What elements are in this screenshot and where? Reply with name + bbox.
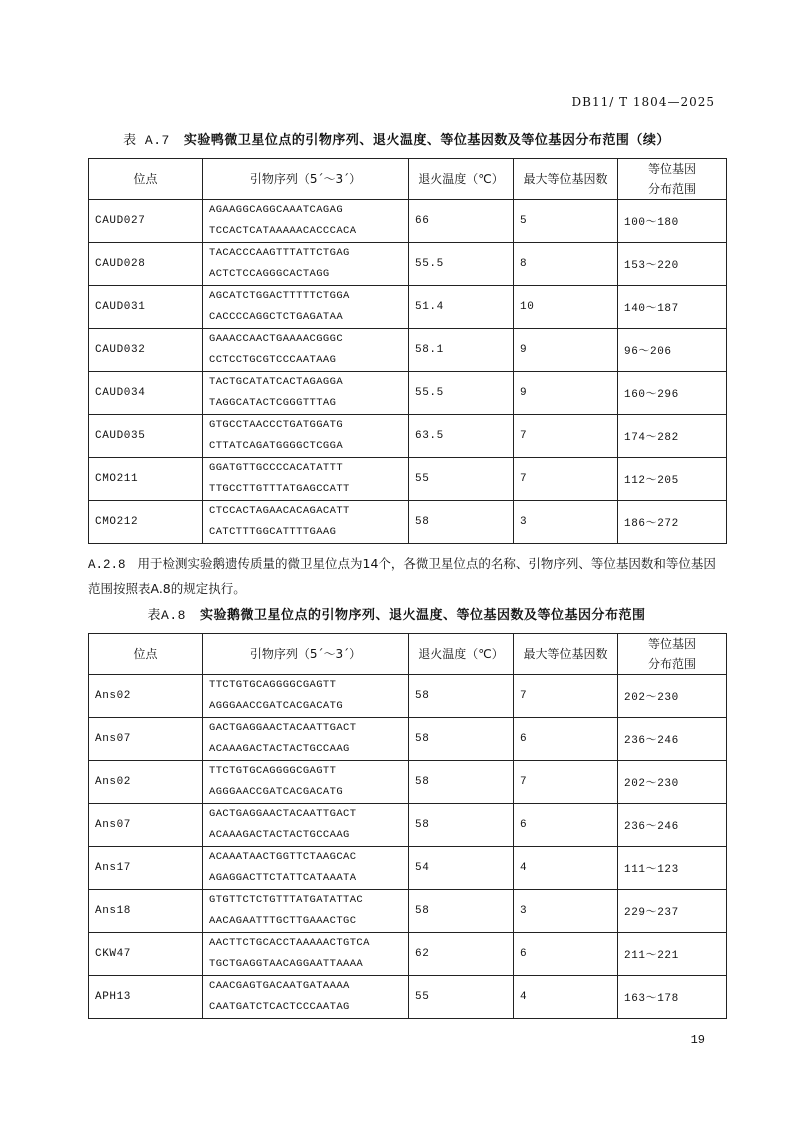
primer-cell [203,415,409,458]
table-row [89,243,727,286]
forward-primer: GAAACCAACTGAAAACGGGC [209,333,344,345]
clause-number: A.2.8 [88,558,126,572]
annealing-temp-cell: 58 [409,501,514,544]
forward-primer: GACTGAGGAACTACAATTGACT [209,722,357,734]
annealing-temp-cell: 51.4 [409,286,514,329]
table-row [89,890,727,933]
locus-cell: Ans02 [89,761,203,804]
header-alleles: 最大等位基因数 [514,634,618,675]
allele-range-cell: 174～282 [618,415,727,458]
reverse-primer: CTTATCAGATGGGGCTCGGA [209,440,344,452]
forward-primer: GTGCCTAACCCTGATGGATG [209,419,344,431]
header-primer: 引物序列（5´～3´） [203,634,409,675]
annealing-temp-cell: 54 [409,847,514,890]
max-alleles-cell: 8 [514,243,618,286]
annealing-temp-cell: 58 [409,890,514,933]
forward-primer: CTCCACTAGAACACAGACATT [209,505,350,517]
forward-primer: TTCTGTGCAGGGGCGAGTT [209,679,337,691]
header-temp: 退火温度（℃） [409,634,514,675]
annealing-temp-cell: 63.5 [409,415,514,458]
reverse-primer: AACAGAATTTGCTTGAAACTGC [209,915,357,927]
locus-cell: CAUD027 [89,200,203,243]
table-row [89,761,727,804]
table-a7-caption [0,129,793,148]
header-range-line1: 等位基因 [647,162,696,176]
reverse-primer: TAGGCATACTCGGGTTTAG [209,397,337,409]
table-a7-caption-number: 表 A.7 [123,133,170,148]
locus-cell: Ans17 [89,847,203,890]
primer-cell [203,286,409,329]
allele-range-cell: 163～178 [618,976,727,1019]
reverse-primer: ACAAAGACTACTACTGCCAAG [209,829,350,841]
max-alleles-cell: 6 [514,804,618,847]
reverse-primer: TCCACTCATAAAAACACCCACA [209,225,357,237]
table-row [89,200,727,243]
allele-range-cell: 202～230 [618,761,727,804]
allele-range-cell: 111～123 [618,847,727,890]
max-alleles-cell: 4 [514,847,618,890]
locus-cell: CAUD035 [89,415,203,458]
locus-cell: APH13 [89,976,203,1019]
annealing-temp-cell: 58 [409,761,514,804]
primer-cell [203,243,409,286]
max-alleles-cell: 3 [514,501,618,544]
locus-cell: CKW47 [89,933,203,976]
table-row [89,415,727,458]
reverse-primer: CACCCCAGGCTCTGAGATAA [209,311,344,323]
primer-cell [203,458,409,501]
max-alleles-cell: 9 [514,329,618,372]
table-row [89,458,727,501]
primer-cell [203,847,409,890]
annealing-temp-cell: 58 [409,718,514,761]
allele-range-cell: 236～246 [618,718,727,761]
table-row [89,718,727,761]
annealing-temp-cell: 55 [409,976,514,1019]
max-alleles-cell: 7 [514,458,618,501]
table-row [89,976,727,1019]
reverse-primer: TTGCCTTGTTTATGAGCCATT [209,483,350,495]
clause-a28 [88,552,728,600]
page-number: 19 [690,1033,705,1047]
forward-primer: ACAAATAACTGGTTCTAAGCAC [209,851,357,863]
forward-primer: AGAAGGCAGGCAAATCAGAG [209,204,344,216]
annealing-temp-cell: 58 [409,804,514,847]
forward-primer: GTGTTCTCTGTTTATGATATTAC [209,894,364,906]
document-code: DB11/ T 1804—2025 [571,95,715,109]
max-alleles-cell: 9 [514,372,618,415]
annealing-temp-cell: 55.5 [409,243,514,286]
table-a7-body [89,200,727,544]
table-a8-caption [0,604,793,623]
header-temp: 退火温度（℃） [409,159,514,200]
annealing-temp-cell: 62 [409,933,514,976]
primer-cell [203,976,409,1019]
primer-cell [203,804,409,847]
forward-primer: AACTTCTGCACCTAAAAACTGTCA [209,937,370,949]
primer-cell [203,372,409,415]
annealing-temp-cell: 58.1 [409,329,514,372]
annealing-temp-cell: 55 [409,458,514,501]
table-row [89,804,727,847]
forward-primer: TACTGCATATCACTAGAGGA [209,376,344,388]
reverse-primer: AGGGAACCGATCACGACATG [209,786,344,798]
header-range-line2: 分布范围 [647,657,696,671]
reverse-primer: AGGGAACCGATCACGACATG [209,700,344,712]
table-a7 [88,158,727,544]
table-a8-caption-number: 表A.8 [147,608,186,623]
table-row [89,933,727,976]
annealing-temp-cell: 55.5 [409,372,514,415]
allele-range-cell: 211～221 [618,933,727,976]
locus-cell: CMO211 [89,458,203,501]
reverse-primer: CCTCCTGCGTCCCAATAAG [209,354,337,366]
forward-primer: TTCTGTGCAGGGGCGAGTT [209,765,337,777]
max-alleles-cell: 7 [514,415,618,458]
table-row [89,286,727,329]
max-alleles-cell: 10 [514,286,618,329]
primer-cell [203,890,409,933]
allele-range-cell: 236～246 [618,804,727,847]
reverse-primer: TGCTGAGGTAACAGGAATTAAAA [209,958,364,970]
forward-primer: CAACGAGTGACAATGATAAAA [209,980,350,992]
header-alleles: 最大等位基因数 [514,159,618,200]
table-a8 [88,633,727,1019]
reverse-primer: AGAGGACTTCTATTCATAAATA [209,872,357,884]
reverse-primer: CATCTTTGGCATTTTGAAG [209,526,337,538]
locus-cell: CAUD031 [89,286,203,329]
table-a7-caption-text: 实验鸭微卫星位点的引物序列、退火温度、等位基因数及等位基因分布范围（续） [183,133,670,148]
locus-cell: Ans18 [89,890,203,933]
forward-primer: GACTGAGGAACTACAATTGACT [209,808,357,820]
primer-cell [203,200,409,243]
max-alleles-cell: 7 [514,675,618,718]
header-locus: 位点 [89,159,203,200]
allele-range-cell: 96～206 [618,329,727,372]
locus-cell: Ans07 [89,718,203,761]
locus-cell: CMO212 [89,501,203,544]
allele-range-cell: 112～205 [618,458,727,501]
primer-cell [203,329,409,372]
header-primer: 引物序列（5´～3´） [203,159,409,200]
header-range [618,634,727,675]
locus-cell: Ans07 [89,804,203,847]
annealing-temp-cell: 66 [409,200,514,243]
allele-range-cell: 140～187 [618,286,727,329]
annealing-temp-cell: 58 [409,675,514,718]
primer-cell [203,761,409,804]
locus-cell: CAUD032 [89,329,203,372]
clause-text: 用于检测实验鹅遗传质量的微卫星位点为14个，各微卫星位点的名称、引物序列、等位基因数和等位基因范围按照表A.8的规定执行。 [88,556,716,596]
allele-range-cell: 186～272 [618,501,727,544]
primer-cell [203,501,409,544]
table-row [89,329,727,372]
forward-primer: GGATGTTGCCCCACATATTT [209,462,344,474]
allele-range-cell: 153～220 [618,243,727,286]
locus-cell: CAUD034 [89,372,203,415]
locus-cell: CAUD028 [89,243,203,286]
reverse-primer: ACAAAGACTACTACTGCCAAG [209,743,350,755]
forward-primer: AGCATCTGGACTTTTTCTGGA [209,290,350,302]
allele-range-cell: 229～237 [618,890,727,933]
table-a8-body [89,675,727,1019]
table-row [89,675,727,718]
max-alleles-cell: 7 [514,761,618,804]
primer-cell [203,675,409,718]
allele-range-cell: 100～180 [618,200,727,243]
locus-cell: Ans02 [89,675,203,718]
max-alleles-cell: 3 [514,890,618,933]
max-alleles-cell: 5 [514,200,618,243]
table-a8-header-row [89,634,727,675]
table-row [89,501,727,544]
table-a8-caption-text: 实验鹅微卫星位点的引物序列、退火温度、等位基因数及等位基因分布范围 [199,608,646,623]
allele-range-cell: 160～296 [618,372,727,415]
forward-primer: TACACCCAAGTTTATTCTGAG [209,247,350,259]
table-row [89,847,727,890]
header-range-line1: 等位基因 [647,637,696,651]
header-locus: 位点 [89,634,203,675]
header-range-line2: 分布范围 [647,182,696,196]
max-alleles-cell: 6 [514,933,618,976]
table-a7-header-row [89,159,727,200]
max-alleles-cell: 4 [514,976,618,1019]
reverse-primer: CAATGATCTCACTCCCAATAG [209,1001,350,1013]
primer-cell [203,933,409,976]
reverse-primer: ACTCTCCAGGGCACTAGG [209,268,330,280]
primer-cell [203,718,409,761]
allele-range-cell: 202～230 [618,675,727,718]
table-row [89,372,727,415]
header-range [618,159,727,200]
max-alleles-cell: 6 [514,718,618,761]
